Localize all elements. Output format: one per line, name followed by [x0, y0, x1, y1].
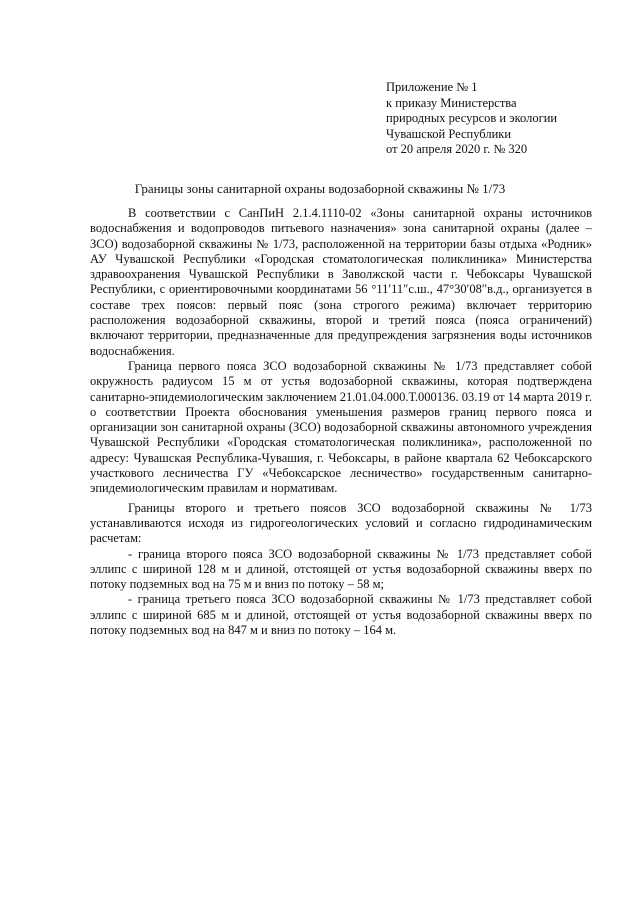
document-title: Границы зоны санитарной охраны водозаборной скважины № 1/73: [134, 181, 506, 196]
paragraph-first-belt: Граница первого пояса ЗСО водозаборной скважины № 1/73 представляет собой окружность радиусом 15 м от устья водозаборной скважины, которая подтверждена санитарно-эпидемиологическим заключением 21.01.04.000.Т.000136. 03.19 от 14 марта 2019 г. о соответствии Проекта обоснования уменьшения размеров границ первого пояса и организации зон санитарной охраны (ЗСО) водозаборной скважины автономного учреждения Чувашской Республики «Городская стоматологическая поликлиника», расположенной по адресу: Чувашская Республика-Чувашия, г. Чебоксары, в районе квартала 62 Чебоксарского участкового лесничества ГУ «Чебоксарское лесничество» государственным санитарно-эпидемиологическим правилам и нормативам.: [90, 358, 593, 496]
appendix-line: природных ресурсов и экологии: [386, 111, 558, 125]
appendix-block: [386, 80, 616, 158]
paragraph-second-belt-boundary: - граница второго пояса ЗСО водозаборной скважины № 1/73 представляет собой эллипс с шириной 128 м и длиной, отстоящей от устья водозаборной скважины вверх по потоку подземных вод на 75 м и вниз по потоку – 58 м;: [90, 546, 592, 592]
appendix-line: Приложение № 1: [386, 80, 478, 94]
paragraph-second-third-belts: Границы второго и третьего поясов ЗСО водозаборной скважины № 1/73 устанавливаются исходя из гидрогеологических условий и согласно гидродинамическим расчетам:: [90, 500, 592, 546]
document-body: [90, 206, 592, 638]
appendix-line: Чувашской Республики: [386, 126, 512, 141]
paragraph-third-belt-boundary: - граница третьего пояса ЗСО водозаборной скважины № 1/73 представляет собой эллипс с шириной 685 м и длиной, отстоящей от устья водозаборной скважины вверх по потоку подземных вод на 847 м и вниз по потоку – 164 м.: [90, 592, 592, 638]
paragraph-intro: В соответствии с СанПиН 2.1.4.1110-02 «Зоны санитарной охраны источников водоснабжения и водопроводов питьевого назначения» зона санитарной охраны (далее – ЗСО) водозаборной скважины № 1/73, расположенной на территории базы отдыха «Родник» АУ Чувашской Республики «Городская стоматологическая поликлиника» Министерства здравоохранения Чувашской Республики в Заволжской части г. Чебоксары Чувашской Республики, с ориентировочными координатами 56 °11′11″с.ш., 47°30′08″в.д., организуется в составе трех поясов: первый пояс (зона строгого режима) включает территорию расположения водозаборной скважины, второй и третий пояса (пояса ограничений) включают территории, предназначенные для предупреждения загрязнения воды источников водоснабжения.: [90, 206, 592, 358]
appendix-line: к приказу Министерства: [386, 95, 517, 110]
appendix-line: от 20 апреля 2020 г. № 320: [386, 142, 528, 156]
